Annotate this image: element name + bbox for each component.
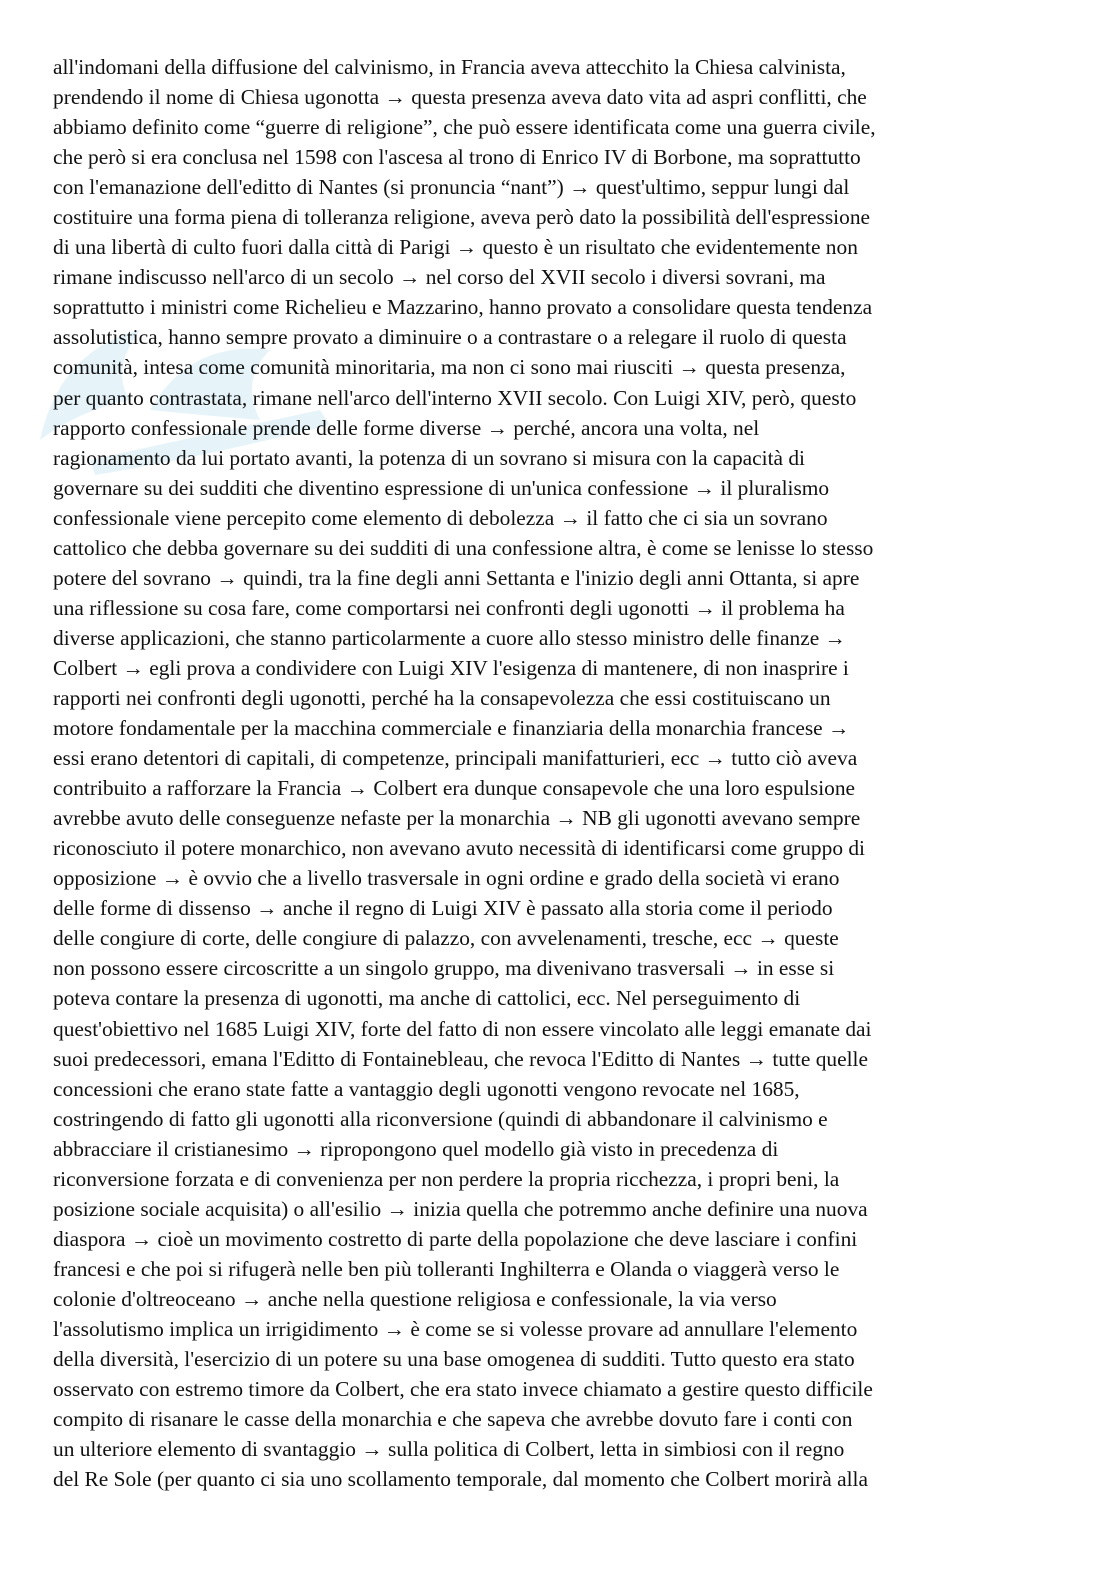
text-line: costringendo di fatto gli ugonotti alla riconversione (quindi di abbandonare il calvinismo e [53, 1106, 828, 1131]
text-line: assolutistica, hanno sempre provato a diminuire o a contrastare o a relegare il ruolo di questa [53, 325, 847, 350]
text-line: soprattutto i ministri come Richelieu e Mazzarino, hanno provato a consolidare questa tendenza [53, 295, 873, 320]
text-line: rimane indiscusso nell'arco di un secolo → nel corso del XVII secolo i diversi sovrani, ma [53, 265, 826, 290]
text-line: con l'emanazione dell'editto di Nantes (si pronuncia “nant”) → quest'ultimo, seppur lungi dal [53, 175, 850, 200]
text-line: contribuito a rafforzare la Francia → Colbert era dunque consapevole che una loro espulsione [53, 776, 856, 801]
text-line: ragionamento da lui portato avanti, la potenza di un sovrano si misura con la capacità di [53, 445, 805, 470]
text-line: confessionale viene percepito come elemento di debolezza → il fatto che ci sia un sovrano [53, 505, 828, 530]
text-line: una riflessione su cosa fare, come comportarsi nei confronti degli ugonotti → il problema ha [53, 595, 845, 620]
text-line: suoi predecessori, emana l'Editto di Fontainebleau, che revoca l'Editto di Nantes → tutte quelle [53, 1046, 868, 1071]
text-line: che però si era conclusa nel 1598 con l'ascesa al trono di Enrico IV di Borbone, ma soprattutto [53, 145, 861, 170]
text-line: governare su dei sudditi che diventino espressione di un'unica confessione → il pluralismo [53, 475, 830, 500]
text-line: potere del sovrano → quindi, tra la fine degli anni Settanta e l'inizio degli anni Ottanta, si apre [53, 565, 860, 590]
text-line: essi erano detentori di capitali, di competenze, principali manifatturieri, ecc → tutto ciò aveva [53, 746, 858, 771]
text-line: delle congiure di corte, delle congiure di palazzo, con avvelenamenti, tresche, ecc → queste [53, 926, 839, 951]
text-line: opposizione → è ovvio che a livello trasversale in ogni ordine e grado della società vi erano [53, 866, 840, 891]
text-line: motore fondamentale per la macchina commerciale e finanziaria della monarchia francese → [53, 716, 850, 741]
text-line: rapporti nei confronti degli ugonotti, perché ha la consapevolezza che essi costituiscano un [53, 685, 831, 710]
text-line: Colbert → egli prova a condividere con Luigi XIV l'esigenza di mantenere, di non inasprire i [53, 655, 849, 680]
text-line: diaspora → cioè un movimento costretto di parte della popolazione che deve lasciare i confini [53, 1226, 858, 1251]
text-line: quest'obiettivo nel 1685 Luigi XIV, forte del fatto di non essere vincolato alle leggi emanate dai [53, 1016, 872, 1041]
text-line: per quanto contrastata, rimane nell'arco dell'interno XVII secolo. Con Luigi XIV, però, questo [53, 385, 857, 410]
text-line: delle forme di dissenso → anche il regno di Luigi XIV è passato alla storia come il periodo [53, 896, 833, 921]
text-line: compito di risanare le casse della monarchia e che sapeva che avrebbe dovuto fare i conti con [53, 1407, 853, 1432]
text-line: della diversità, l'esercizio di un potere su una base omogenea di sudditi. Tutto questo era stato [53, 1347, 855, 1372]
text-line: del Re Sole (per quanto ci sia uno scollamento temporale, dal momento che Colbert morirà alla [53, 1467, 868, 1492]
text-line: di una libertà di culto fuori dalla città di Parigi → questo è un risultato che evidentemente non [53, 235, 858, 260]
text-line: diverse applicazioni, che stanno particolarmente a cuore allo stesso ministro delle finanze → [53, 625, 846, 650]
text-line: osservato con estremo timore da Colbert, che era stato invece chiamato a gestire questo difficile [53, 1377, 873, 1402]
text-line: all'indomani della diffusione del calvinismo, in Francia aveva attecchito la Chiesa calvinista, [53, 55, 846, 79]
text-line: abbracciare il cristianesimo → ripropongono quel modello già visto in precedenza di [53, 1136, 779, 1161]
text-line: riconosciuto il potere monarchico, non avevano avuto necessità di identificarsi come gruppo di [53, 836, 865, 861]
text-line: cattolico che debba governare su dei sudditi di una confessione altra, è come se lenisse lo stesso [53, 535, 874, 560]
text-line: poteva contare la presenza di ugonotti, ma anche di cattolici, ecc. Nel perseguimento di [53, 986, 801, 1011]
text-line: comunità, intesa come comunità minoritaria, ma non ci sono mai riusciti → questa presenza, [53, 355, 846, 380]
text-line: abbiamo definito come “guerre di religione”, che può essere identificata come una guerra civile, [53, 115, 876, 140]
text-line: rapporto confessionale prende delle forme diverse → perché, ancora una volta, nel [53, 415, 760, 440]
text-line: non possono essere circoscritte a un singolo gruppo, ma divenivano trasversali → in esse si [53, 956, 835, 981]
text-line: prendendo il nome di Chiesa ugonotta → questa presenza aveva dato vita ad aspri conflitti, che [53, 85, 867, 110]
text-line: costituire una forma piena di tolleranza religione, aveva però dato la possibilità dell'espressione [53, 205, 871, 230]
text-line: riconversione forzata e di convenienza per non perdere la propria ricchezza, i propri beni, la [53, 1166, 840, 1191]
text-line: colonie d'oltreoceano → anche nella questione religiosa e confessionale, la via verso [53, 1286, 777, 1311]
text-line: concessioni che erano state fatte a vantaggio degli ugonotti vengono revocate nel 1685, [53, 1076, 800, 1101]
text-line: posizione sociale acquisita) o all'esilio → inizia quella che potremmo anche definire una nuova [53, 1196, 868, 1221]
text-line: francesi e che poi si rifugerà nelle ben più tolleranti Inghilterra e Olanda o viaggerà verso le [53, 1256, 840, 1281]
text-line: l'assolutismo implica un irrigidimento → è come se si volesse provare ad annullare l'elemento [53, 1316, 858, 1341]
document-body-text [53, 52, 1065, 1494]
text-line: avrebbe avuto delle conseguenze nefaste per la monarchia → NB gli ugonotti avevano sempre [53, 806, 861, 831]
text-line: un ulteriore elemento di svantaggio → sulla politica di Colbert, letta in simbiosi con il regno [53, 1437, 845, 1462]
